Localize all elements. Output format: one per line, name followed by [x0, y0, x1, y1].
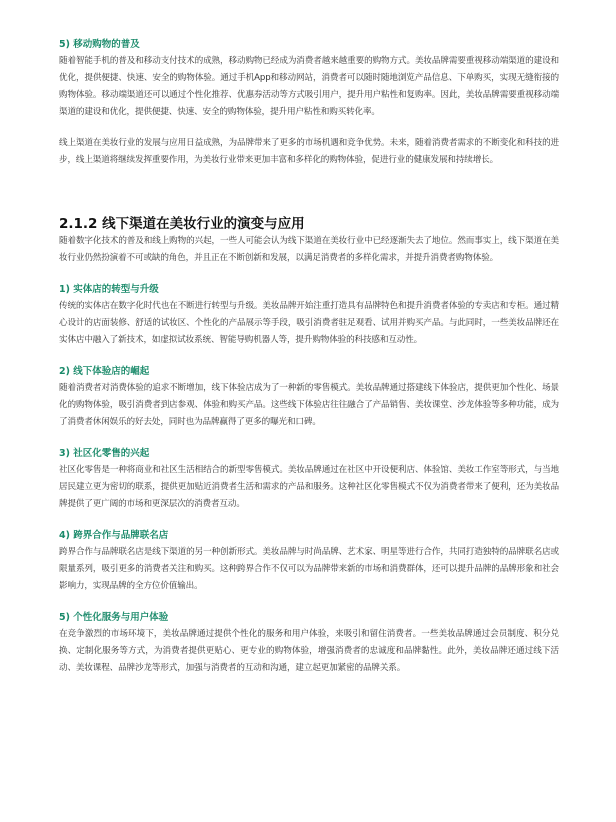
- spacer: [59, 595, 559, 611]
- mobile-shopping-paragraph: 随着智能手机的普及和移动支付技术的成熟，移动购物已经成为消费者越来越重要的购物方式。美妆品牌需要重视移动端渠道的建设和优化，提供便捷、快速、安全的购物体验。通过手机App和移动网站，消费者可以随时随地浏览产品信息、下单购买，实现无缝衔接的购物体验。移动端渠道还可以通过个性化推荐、优惠券活动等方式吸引用户，提升用户粘性和复购率。因此，美妆品牌需要重视移动端渠道的建设和优化，提供便捷、快速、安全的购物体验，提升用户粘性和购买转化率。: [59, 56, 559, 117]
- spacer: [59, 513, 559, 529]
- item-paragraph-personalized-service: 在竞争激烈的市场环境下，美妆品牌通过提供个性化的服务和用户体验，来吸引和留住消费者。一些美妆品牌通过会员制度、积分兑换、定制化服务等方式，为消费者提供更贴心、更专业的购物体验，增强消费者的忠诚度和品牌黏性。此外，美妆品牌还通过线下活动、美妆课程、品牌沙龙等形式，加强与消费者的互动和沟通，建立起更加紧密的品牌关系。: [59, 629, 559, 673]
- spacer: [59, 169, 559, 215]
- item-paragraph-physical-store: 传统的实体店在数字化时代也在不断进行转型与升级。美妆品牌开始注重打造具有品牌特色和提升消费者体验的专卖店和专柜。通过精心设计的店面装修、舒适的试妆区、个性化的产品展示等手段，吸引消费者驻足观看、试用并购买产品。与此同时，一些美妆品牌还在实体店中融入了新技术，如虚拟试妆系统、智能导购机器人等，提升购物体验的科技感和互动性。: [59, 301, 559, 345]
- spacer: [59, 267, 559, 283]
- item-heading-crossover-store: 4) 跨界合作与品牌联名店: [59, 530, 169, 541]
- item-paragraph-community-retail: 社区化零售是一种将商业和社区生活相结合的新型零售模式。美妆品牌通过在社区中开设便利店、体验馆、美妆工作室等形式，与当地居民建立更为密切的联系，提供更加贴近消费者生活和需求的产品和服务。这种社区化零售模式不仅为消费者带来了便利，还为美妆品牌提供了更广阔的市场和更深层次的消费者互动。: [59, 465, 559, 509]
- online-summary-paragraph: 线上渠道在美妆行业的发展与应用日益成熟，为品牌带来了更多的市场机遇和竞争优势。未来，随着消费者需求的不断变化和科技的进步，线上渠道将继续发挥重要作用，为美妆行业带来更加丰富和多样化的购物体验，促进行业的健康发展和持续增长。: [59, 138, 559, 165]
- spacer: [59, 349, 559, 365]
- spacer: [59, 431, 559, 447]
- item-heading-physical-store: 1) 实体店的转型与升级: [59, 284, 159, 295]
- item-heading-experience-store: 2) 线下体验店的崛起: [59, 366, 150, 377]
- section-title: 2.1.2 线下渠道在美妆行业的演变与应用: [59, 216, 305, 232]
- section-intro-paragraph: 随着数字化技术的普及和线上购物的兴起，一些人可能会认为线下渠道在美妆行业中已经逐渐失去了地位。然而事实上，线下渠道在美妆行业仍然扮演着不可或缺的角色，并且正在不断创新和发展，以满足消费者的多样化需求，并提升消费者购物体验。: [59, 236, 559, 263]
- item-paragraph-crossover-store: 跨界合作与品牌联名店是线下渠道的另一种创新形式。美妆品牌与时尚品牌、艺术家、明星等进行合作，共同打造独特的品牌联名店或限量系列，吸引更多的消费者关注和购买。这种跨界合作不仅可以为品牌带来新的市场和消费群体，还可以提升品牌的品牌形象和社会影响力，实现品牌的全方位价值输出。: [59, 547, 559, 591]
- mobile-shopping-heading: 5) 移动购物的普及: [59, 39, 140, 50]
- spacer: [59, 121, 559, 135]
- item-heading-personalized-service: 5) 个性化服务与用户体验: [59, 612, 169, 623]
- item-heading-community-retail: 3) 社区化零售的兴起: [59, 448, 150, 459]
- document-page: [59, 38, 559, 677]
- item-paragraph-experience-store: 随着消费者对消费体验的追求不断增加，线下体验店成为了一种新的零售模式。美妆品牌通过搭建线下体验店，提供更加个性化、场景化的购物体验，吸引消费者到店参观、体验和购买产品。这些线下体验店往往融合了产品销售、美妆课堂、沙龙体验等多种功能，成为了消费者休闲娱乐的好去处，同时也为品牌赢得了更多的曝光和口碑。: [59, 383, 559, 427]
